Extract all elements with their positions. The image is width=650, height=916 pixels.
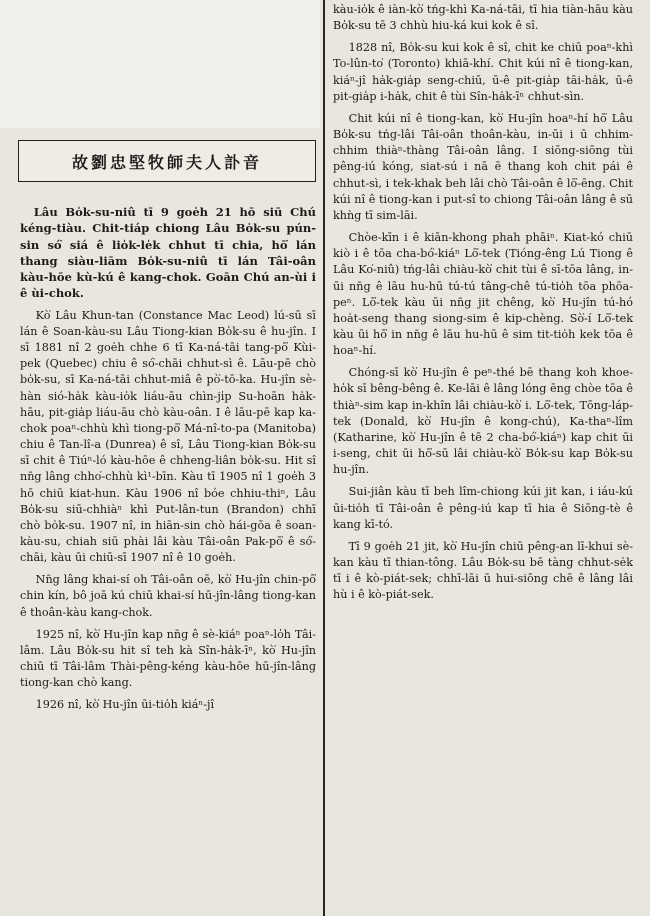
blank-area	[0, 0, 320, 128]
body-paragraph: Kò͘ Lâu Khun-tan (Constance Mac Leod) lú-sū sī lán ê Soan-kàu-su Lâu Tiong-kian Bo̍k-su ê hu-jîn. I sī 1881 nî 2 goe̍h chhe 6 tī Ka-ná-tāi tang-pō͘ Kùi-pek (Quebec) chiu ê só͘-chāi chhut-sì ê. Lāu-pē chò bo̍k-su, sī Ka-ná-tāi chhut-miâ ê pò͘-tō-ka. Hu-jîn sè-hàn sió-ha̍k kàu-io̍k liáu-āu chìn-ji̍p Su-hoān ha̍k-hāu, pit-gia̍p liáu-āu chò kàu-oân. I ê lāu-pē kap ka-chok poaⁿ-chhù khì tiong-pō͘ Má-nî-to-pa (Manitoba) chiu ê Tan-lî-a (Dunrea) ê sî, Lâu Tiong-kian Bo̍k-su sī chit ê Tiúⁿ-ló kàu-hōe ê chheng-liân bo̍k-su. Hit sî nn̄g lâng chho͘-chhù kì¹-bīn. Kàu tī 1905 nî 1 goe̍h 3 hō chiū kiat-hun. Kàu 1906 nî bóe chhiu-thiⁿ, Lâu Bo̍k-su siū-chhiàⁿ khì Put-lân-tun (Brandon) chhī chò bo̍k-su. 1907 nî, in hiān-sin chò hái-gōa ê soan-kàu-su, chiah siū phài lâi kàu Tâi-oân Pak-pō͘ ê só͘-chāi, kàu ūi chiū-sī 1907 nî ê 10 goe̍h.	[20, 308, 316, 565]
body-paragraph: Nn̄g lâng khai-sí oh Tâi-oân oē, kò͘ Hu-jîn chin-pō͘ chin kín, bô joā kú chiū khai-sí hū-jîn-lâng tiong-kan ê thoân-kàu kang-chok.	[20, 573, 316, 619]
body-paragraph: 1926 nî, kò͘ Hu-jîn ūi-tio̍h kiáⁿ-jî	[35, 698, 215, 712]
body-paragraph: Sui-jiân kàu tī beh lîm-chiong kúi jit kan, i iáu-kú ūi-tio̍h tī Tâi-oân ê pêng-iú kap tī hia ê Siōng-tè ê kang kī-tó.	[333, 485, 633, 531]
left-column	[20, 204, 316, 714]
body-paragraph: Chit kúi nî ê tiong-kan, kò͘ Hu-jîn hoaⁿ-hí hō͘ Lâu Bo̍k-su tńg-lâi Tâi-oân thoân-kàu, in-ūi i ū chhim-chhim thiàⁿ-thàng Tâi-oân lâng. I siōng-siōng tùi pêng-iú kóng, siat-sú i nā ē thang koh chit pái ê chhut-sì, i tek-khak beh lâi chò Tâi-oân ê lō͘-ēng. Chit kúi nî ê tiong-kan i put-sî to chiong Tâi-oân lâng ê sū khǹg tī sim-lāi.	[333, 111, 633, 222]
body-paragraph: Tī 9 goe̍h 21 jit, kò͘ Hu-jîn chiū pêng-an lī-khui sè-kan kàu tī thian-tông. Lâu Bo̍k-su bē tàng chhut-se̍k tī i ê kò-piát-sek; chhī-lāi ū hui-siōng chē ê lâng lâi hù i ê kò-piát-sek.	[333, 539, 633, 602]
lead-paragraph: Lâu Bo̍k-su-niû tī 9 goe̍h 21 hō siū Chú kéng-tiàu. Chit-tiáp chiong Lâu Bo̍k-su pún-sin só͘ siá ê lio̍k-le̍k chhut tī chia, hō͘ lán thang siàu-liām Bo̍k-su-niû tī lán Tâi-oân kàu-hōe kù-kú ê kang-chok. Goān Chú an-ùi i ê ùi-chok.	[20, 205, 316, 301]
obituary-headline: 故劉忠堅牧師夫人訃音	[18, 140, 316, 182]
column-divider	[323, 0, 325, 916]
body-paragraph: kàu-io̍k ê iàn-kò͘ tńg-khì Ka-ná-tāi, tī hia tiàn-hāu kàu Bo̍k-su tē 3 chhù hiu-ká kui kok ê sî.	[333, 3, 633, 33]
right-column	[333, 2, 633, 603]
body-paragraph: 1828 nî, Bo̍k-su kui kok ê sî, chit ke chiū poaⁿ-khì To-lûn-to͘ (Toronto) khiā-khí. Chit kúi nî ê tiong-kan, kiáⁿ-jî ha̍k-gia̍p seng-chiū, ū-ê pit-gia̍p tāi-ha̍k, ū-ê pit-gia̍p i-ha̍k, chit ê tùi Sîn-ha̍k-īⁿ chhut-sìn.	[333, 41, 633, 103]
body-paragraph: 1925 nî, kò͘ Hu-jîn kap nn̄g ê sè-kiáⁿ poaⁿ-lo̍h Tâi-lâm. Lâu Bo̍k-su hit sî teh kà Sîn-ha̍k-īⁿ, kò͘ Hu-jîn chiū tī Tâi-lâm Thài-pêng-kéng kàu-hōe hū-jîn-lâng tiong-kan chò kang.	[20, 627, 316, 690]
body-paragraph: Chòe-kīn i ê kiān-khong phah phāiⁿ. Kiat-kó chiū kiò i ê tōa cha-bó͘-kiáⁿ Lō͘-tek (Tióng-êng Lú Tiong ê Lâu Ko͘-niû) tńg-lâi chiàu-kò͘ chit tùi ê sī-tōa lâng, in-ūi nn̄g ê lāu hu-hū tú-tú tâng-chê tú-tio̍h tōa phōa-peⁿ. Lō͘-tek kàu ūi nn̄g jit chêng, kò͘ Hu-jîn tú-hó hoa̍t-seng thang siong-sim ê kip-chèng. Sò͘-í Lō͘-tek kàu ūi hō͘ in nn̄g ê lāu hu-hū ê sim tit-tio̍h kek tōa ê hoaⁿ-hí.	[333, 231, 633, 358]
body-paragraph: Chóng-sī kò͘ Hu-jîn ê peⁿ-thé bē thang koh khoe-ho̍k sī bêng-bêng ê. Ke-lāi ê lâng lóng ēng chòe tōa ê thiàⁿ-sim kap in-khîn lâi chiàu-kò͘ i. Lō͘-tek, Tōng-láp-tek (Donald, kò͘ Hu-jîn ê kong-chú), Ka-thaⁿ-lîm (Katharine, kò͘ Hu-jîn ê tē 2 cha-bó͘-kiáⁿ) kap chit ūi i-seng, chit ūi hō͘-sū lâi chiàu-kò͘ Bo̍k-su kap Bo̍k-su hu-jîn.	[333, 366, 633, 477]
